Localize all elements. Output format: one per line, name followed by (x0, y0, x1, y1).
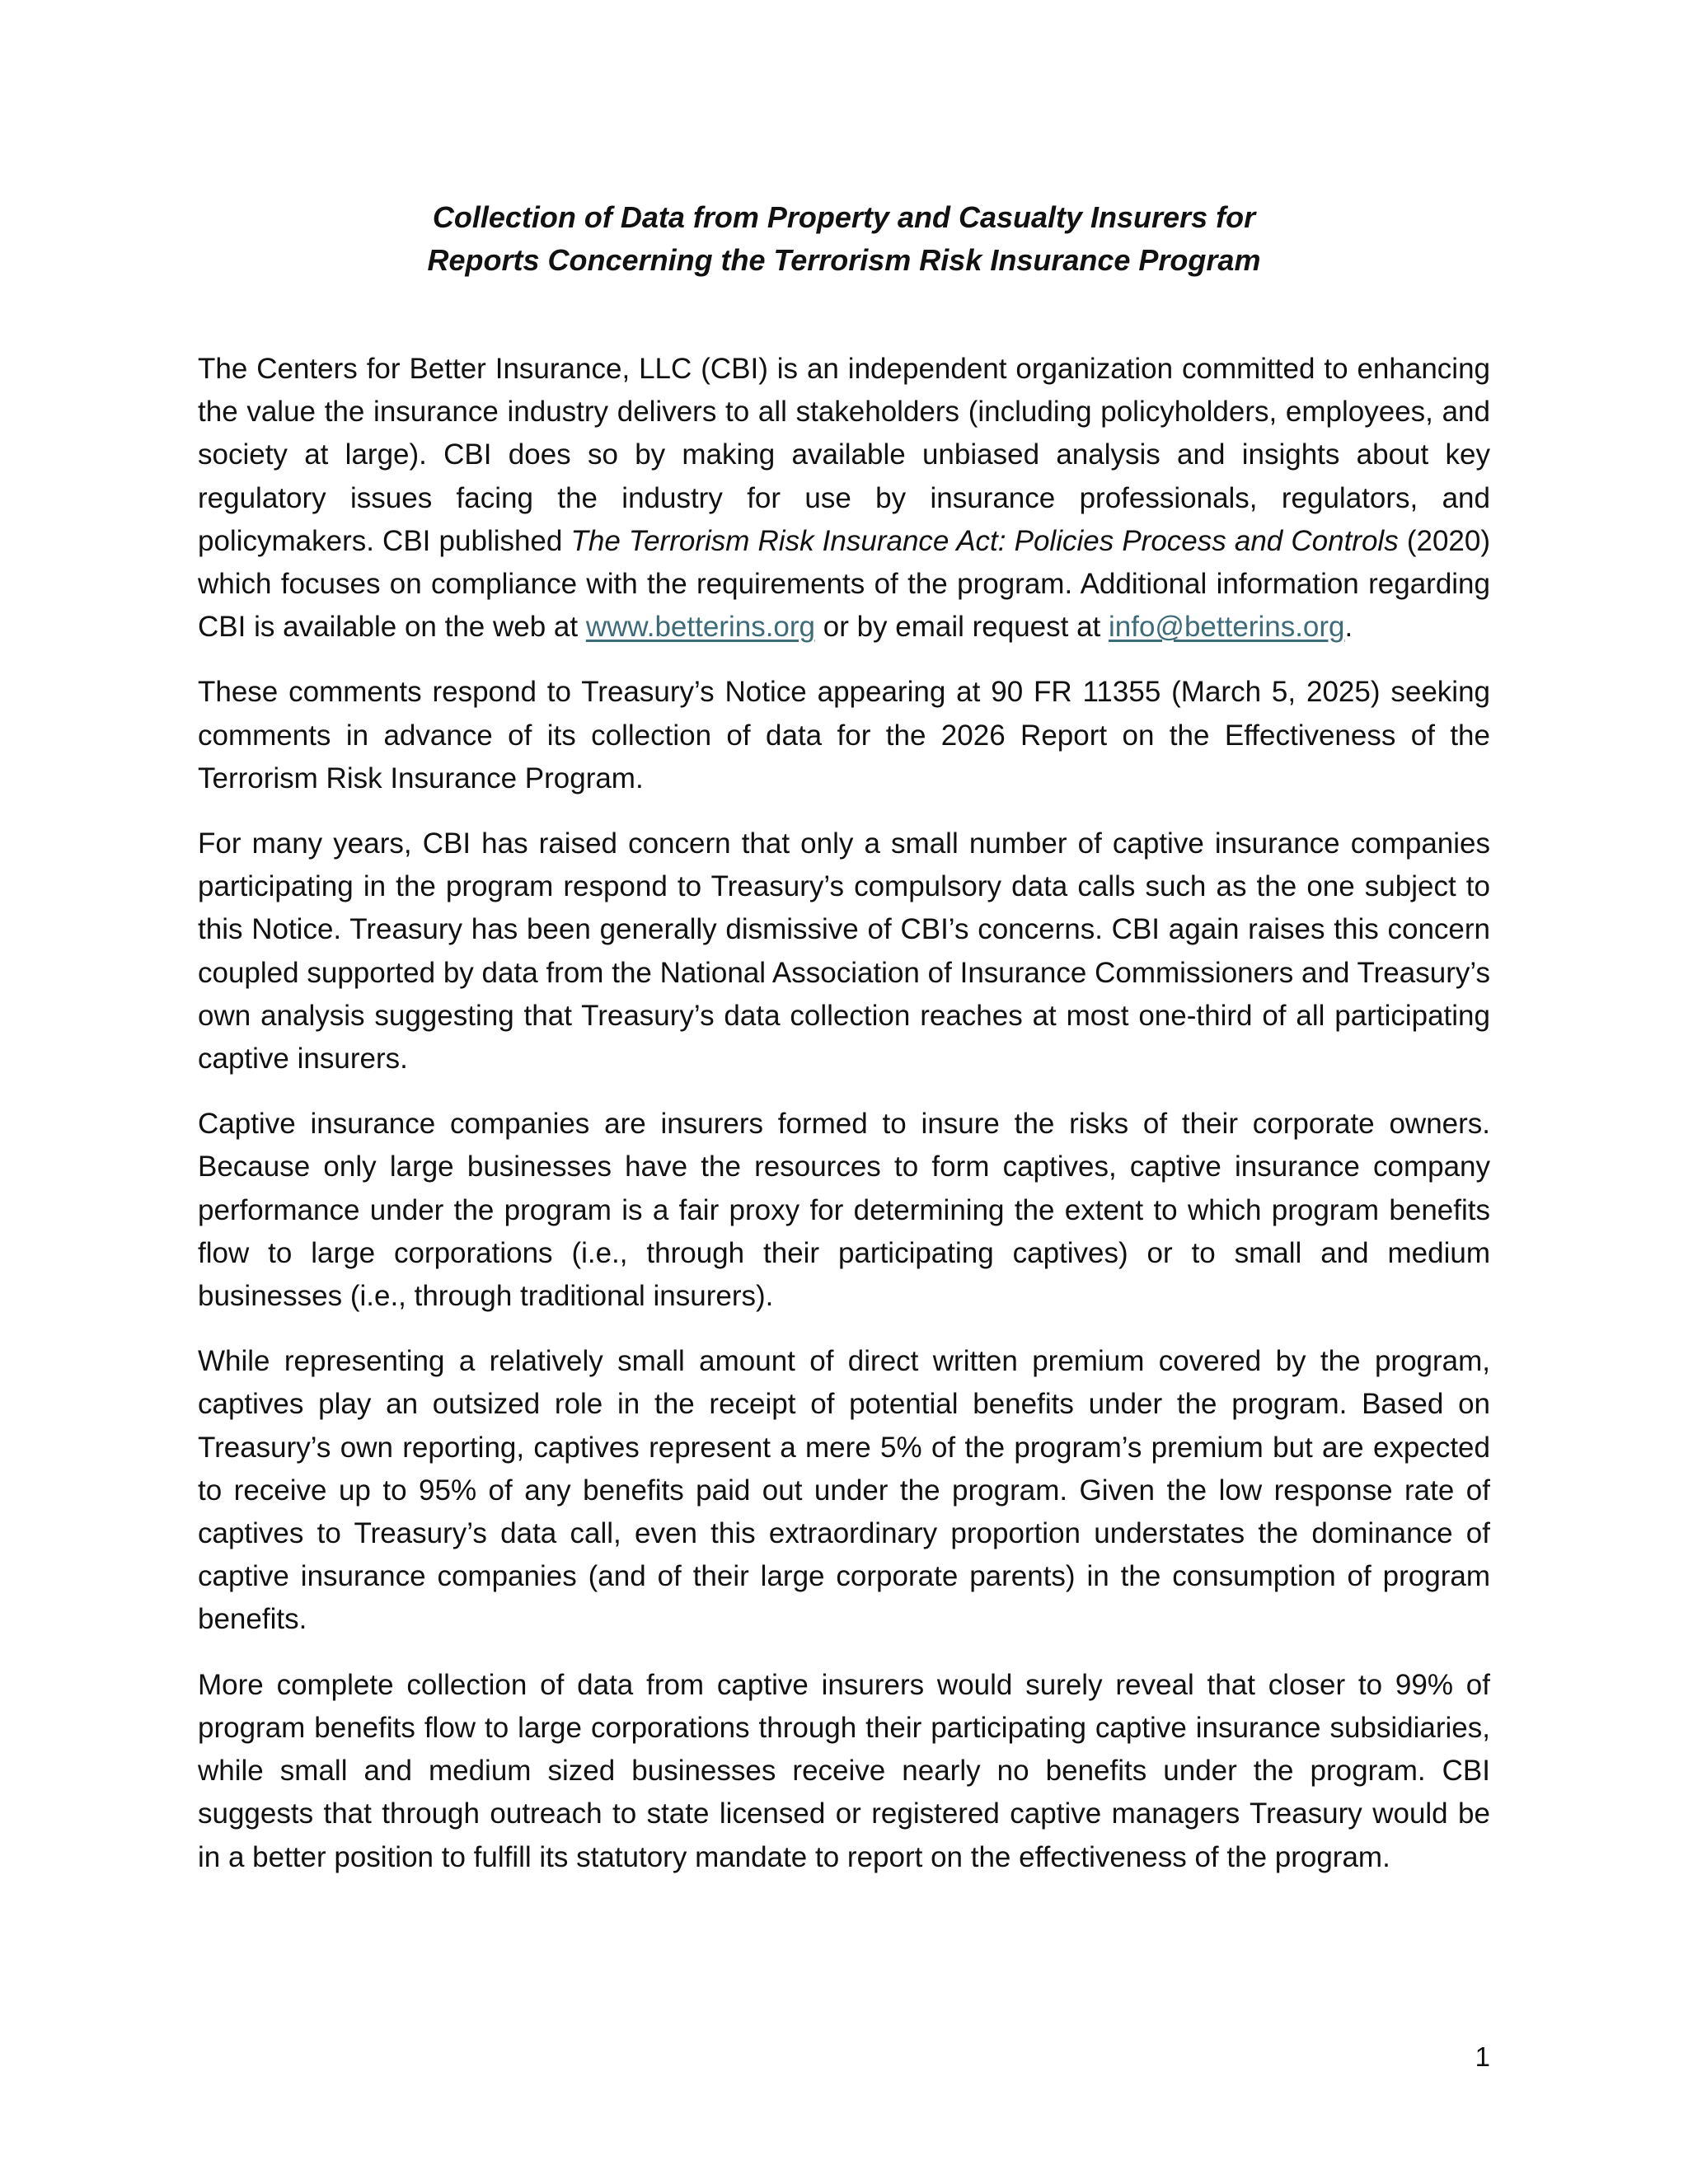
title-line-1: Collection of Data from Property and Casualty Insurers for (432, 200, 1256, 234)
paragraph-6: More complete collection of data from captive insurers would surely reveal that closer to 99% of program benefits flow to large corporations through their participating captive insurance subsidiaries, while small and medium sized businesses receive nearly no benefits under the program. CBI suggests that through outreach to state licensed or registered captive managers Treasury would be in a better position to fulfill its statutory mandate to report on the effectiveness of the program. (198, 1668, 1490, 1873)
document-body (198, 348, 1490, 1901)
page-number: 1 (1475, 2041, 1490, 2072)
paragraph-1-text-c: or by email request at (815, 611, 1109, 644)
publication-title: The Terrorism Risk Insurance Act: Policies Process and Controls (570, 524, 1399, 557)
paragraph-1-text-d: . (1344, 611, 1353, 644)
website-link[interactable]: www.betterins.org (585, 611, 815, 644)
paragraph-3: For many years, CBI has raised concern that only a small number of captive insurance companies participating in the program respond to Treasury’s compulsory data calls such as the one subject to this Notice. Treasury has been generally dismissive of CBI’s concerns. CBI again raises this concern coupled supported by data from the National Association of Insurance Commissioners and Treasury’s own analysis suggesting that Treasury’s data collection reaches at most one-third of all participating captive insurers. (198, 827, 1490, 1076)
paragraph-2: These comments respond to Treasury’s Notice appearing at 90 FR 11355 (March 5, 2025) seeking comments in advance of its collection of data for the 2026 Report on the Effectiveness of the Terrorism Risk Insurance Program. (198, 676, 1490, 794)
title-line-2: Reports Concerning the Terrorism Risk Insurance Program (427, 243, 1261, 277)
paragraph-1 (198, 348, 1490, 649)
paragraph-1-text-b: (2020) which focuses on compliance with the requirements of the program. Additional information regarding CBI is available on the web at (198, 524, 1491, 644)
paragraph-4: Captive insurance companies are insurers formed to insure the risks of their corporate owners. Because only large businesses have the resources to form captives, captive insurance company performance under the program is a fair proxy for determining the extent to which program benefits flow to large corporations (i.e., through their participating captives) or to small and medium businesses (i.e., through traditional insurers). (198, 1108, 1490, 1313)
paragraph-5: While representing a relatively small amount of direct written premium covered by the program, captives play an outsized role in the receipt of potential benefits under the program. Based on Treasury’s own reporting, captives represent a mere 5% of the program’s premium but are expected to receive up to 95% of any benefits paid out under the program. Given the low response rate of captives to Treasury’s data call, even this extraordinary proportion understates the dominance of captive insurance companies (and of their large corporate parents) in the consumption of program benefits. (198, 1345, 1490, 1636)
paragraph-1-text-a: The Centers for Better Insurance, LLC (CBI) is an independent organization committed to enhancing the value the insurance industry delivers to all stakeholders (including policyholders, employees, and society at large). CBI does so by making available unbiased analysis and insights about key regulatory issues facing the industry for use by insurance professionals, regulators, and policymakers. CBI published (198, 353, 1490, 557)
document-title (198, 196, 1490, 282)
email-link[interactable]: info@betterins.org (1109, 611, 1345, 644)
